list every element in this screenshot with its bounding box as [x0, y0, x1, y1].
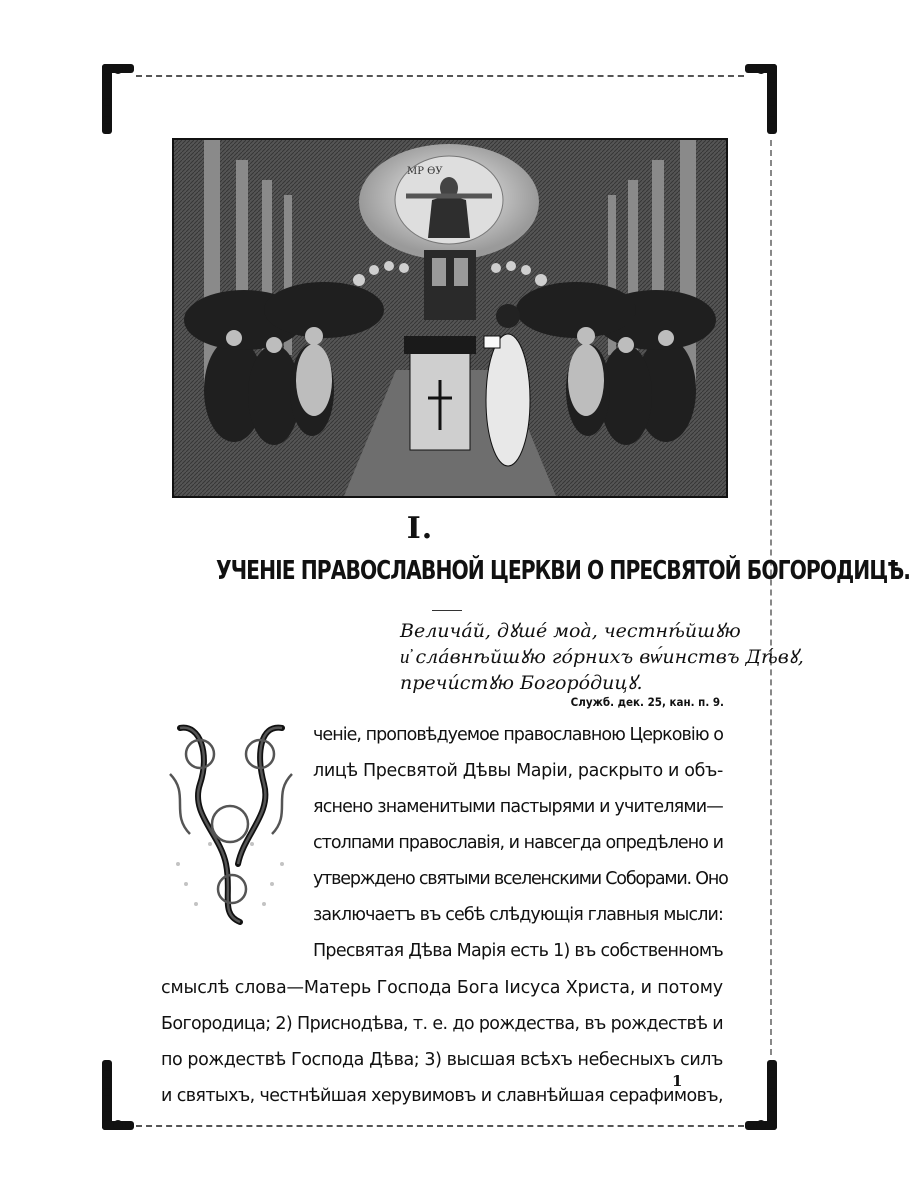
- frame-right-rule: [770, 140, 772, 1055]
- ornamental-initial-u-icon: [160, 714, 302, 930]
- frame-corner-ornament-icon: [745, 1058, 779, 1132]
- body-line: смыслѣ слова—Матерь Господа Бога Іисуса Христа, и потому: [161, 978, 723, 998]
- council-engraving-icon: [174, 140, 726, 496]
- epigraph-line: Велича́й, дꙋше́ моа̀, честнѣ́йшꙋю: [400, 620, 741, 642]
- epigraph-line: и҆ сла́внѣйшꙋю го́рнихъ вѡ́инствъ Дѣ́вꙋ,: [400, 646, 804, 668]
- body-line: Богородица; 2) Приснодѣва, т. е. до рождества, въ рождествѣ и: [161, 1014, 724, 1034]
- epigraph-line: пречи́стꙋю Богоро́дицꙋ.: [400, 672, 643, 694]
- body-line: по рождествѣ Господа Дѣва; 3) высшая всѣхъ небесныхъ силъ: [161, 1050, 723, 1070]
- svg-text:МР ѲУ: МР ѲУ: [407, 166, 443, 177]
- chapter-title: УЧЕНІЕ ПРАВОСЛАВНОЙ ЦЕРКВИ О ПРЕСВЯТОЙ БОГОРОДИЦѢ.: [216, 556, 910, 586]
- epigraph-source: Служб. дек. 25, кан. п. 9.: [570, 695, 724, 709]
- epigraph: [400, 618, 804, 696]
- council-engraving: [172, 138, 728, 498]
- title-divider: [432, 610, 462, 611]
- body-line: ченіе, проповѣдуемое православною Церковію о: [313, 725, 723, 745]
- frame-top-rule: [136, 75, 744, 77]
- frame-corner-ornament-icon: [100, 1058, 134, 1132]
- body-line: утверждено святыми вселенскими Соборами. Оно: [313, 869, 728, 889]
- body-line: лицѣ Пресвятой Дѣвы Маріи, раскрыто и объ-: [313, 761, 723, 781]
- frame-bottom-rule: [136, 1125, 744, 1127]
- frame-corner-ornament-icon: [100, 62, 134, 136]
- page-number: 1: [672, 1072, 683, 1090]
- body-line: столпами православія, и навсегда опредѣлено и: [313, 833, 723, 853]
- body-line: яснено знаменитыми пастырями и учителями—: [313, 797, 723, 817]
- body-line: Пресвятая Дѣва Марія есть 1) въ собственномъ: [313, 941, 723, 961]
- chapter-number: I.: [406, 511, 434, 546]
- frame-corner-ornament-icon: [745, 62, 779, 136]
- body-line: заключаетъ въ себѣ слѣдующія главныя мысли:: [313, 905, 723, 925]
- body-line: и святыхъ, честнѣйшая херувимовъ и славнѣйшая серафимовъ,: [161, 1086, 723, 1106]
